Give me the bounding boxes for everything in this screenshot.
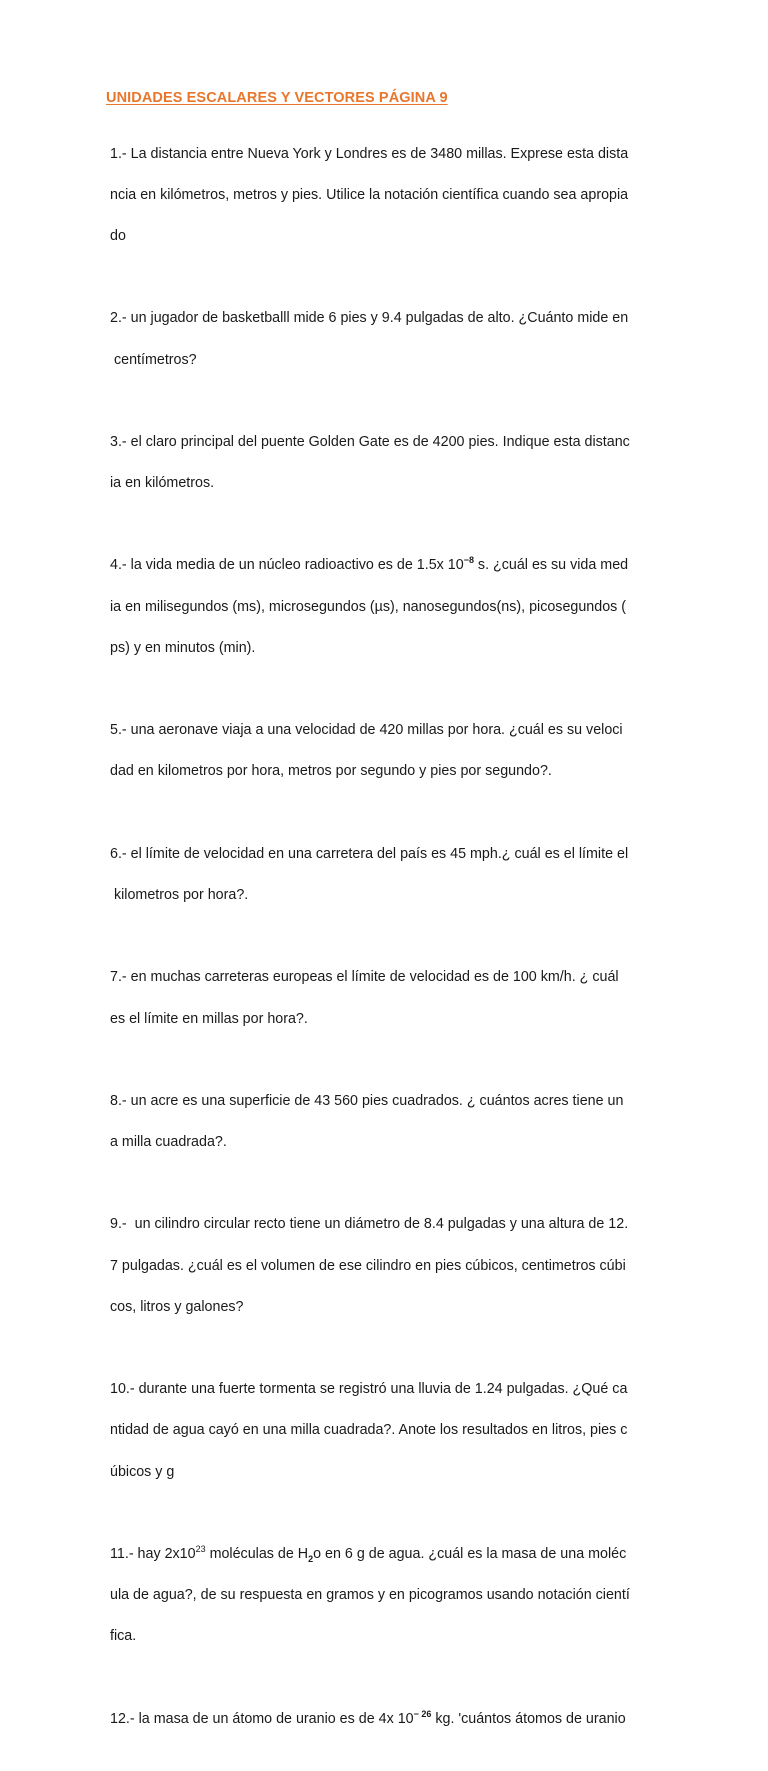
problem-11-subscript: 2 xyxy=(308,1553,314,1564)
problem-1-line-3: do xyxy=(110,227,126,244)
problem-2-line-2: centímetros? xyxy=(110,351,197,368)
problem-4-line-2: ia en milisegundos (ms), microsegundos (µs), nanosegundos(ns), picosegundos ( xyxy=(110,598,627,615)
problem-8-line-1: 8.- un acre es una superficie de 43 560 pies cuadrados. ¿ cuántos acres tiene un xyxy=(110,1092,624,1109)
problem-12-line-1 xyxy=(110,1709,670,1730)
problem-5-line-2: dad en kilometros por hora, metros por segundo y pies por segundo?. xyxy=(110,763,552,780)
problem-1 xyxy=(110,123,670,267)
problem-7-line-2: es el límite en millas por hora?. xyxy=(110,1010,308,1027)
problem-7 xyxy=(110,947,670,1050)
problem-5-line-1: 5.- una aeronave viaja a una velocidad de 420 millas por hora. ¿cuál es su veloci xyxy=(110,722,623,739)
problem-3-line-2: ia en kilómetros. xyxy=(110,475,215,492)
problem-10-line-1: 10.- durante una fuerte tormenta se registró una lluvia de 1.24 pulgadas. ¿Qué ca xyxy=(110,1381,628,1398)
problem-12-exponent: − 26 xyxy=(413,1708,432,1719)
problem-11-text-c: o en 6 g de agua. ¿cuál es la masa de una moléc xyxy=(313,1545,627,1562)
problem-list xyxy=(110,123,670,1771)
problem-11-line-1 xyxy=(110,1544,670,1565)
problem-10-line-3: úbicos y g xyxy=(110,1463,175,1480)
document-title: UNIDADES ESCALARES Y VECTORES PÁGINA 9 xyxy=(106,90,448,106)
problem-4 xyxy=(110,535,670,679)
problem-11-exponent: 23 xyxy=(195,1544,206,1555)
problem-6-line-2: kilometros por hora?. xyxy=(110,886,249,903)
problem-8-line-2: a milla cuadrada?. xyxy=(110,1134,227,1151)
problem-8 xyxy=(110,1070,670,1173)
problem-9 xyxy=(110,1194,670,1338)
problem-12-text-a: 12.- la masa de un átomo de uranio es de 4x 10 xyxy=(110,1710,414,1727)
problem-12 xyxy=(110,1688,670,1750)
problem-2 xyxy=(110,288,670,391)
problem-10 xyxy=(110,1359,670,1503)
problem-3 xyxy=(110,411,670,514)
problem-4-line-1-tail: s. ¿cuál es su vida med xyxy=(473,557,629,574)
problem-6-line-1: 6.- el límite de velocidad en una carretera del país es 45 mph.¿ cuál es el límite el xyxy=(110,845,629,862)
problem-11-text-b: moléculas de H xyxy=(205,1545,309,1562)
problem-5 xyxy=(110,700,670,803)
problem-12-text-b: kg. 'cuántos átomos de uranio xyxy=(431,1710,626,1727)
problem-6 xyxy=(110,823,670,926)
problem-1-line-1: 1.- La distancia entre Nueva York y Londres es de 3480 millas. Exprese esta dista xyxy=(110,145,629,162)
problem-11 xyxy=(110,1523,670,1667)
problem-1-line-2: ncia en kilómetros, metros y pies. Utilice la notación científica cuando sea apropia xyxy=(110,186,629,203)
problem-4-line-3: ps) y en minutos (min). xyxy=(110,639,256,656)
problem-11-text-a: 11.- hay 2x10 xyxy=(110,1545,196,1562)
problem-9-line-3: cos, litros y galones? xyxy=(110,1298,244,1315)
problem-9-line-2: 7 pulgadas. ¿cuál es el volumen de ese cilindro en pies cúbicos, centimetros cúbi xyxy=(110,1257,626,1274)
problem-4-line-1-text: 4.- la vida media de un núcleo radioactivo es de 1.5x 10 xyxy=(110,557,464,574)
problem-4-line-1 xyxy=(110,555,670,576)
problem-2-line-1: 2.- un jugador de basketballl mide 6 pies y 9.4 pulgadas de alto. ¿Cuánto mide en xyxy=(110,310,629,327)
problem-3-line-1: 3.- el claro principal del puente Golden Gate es de 4200 pies. Indique esta distanc xyxy=(110,433,630,450)
problem-9-line-1: 9.- un cilindro circular recto tiene un diámetro de 8.4 pulgadas y una altura de 12. xyxy=(110,1216,629,1233)
problem-7-line-1: 7.- en muchas carreteras europeas el límite de velocidad es de 100 km/h. ¿ cuál xyxy=(110,969,619,986)
problem-11-line-3: fica. xyxy=(110,1628,137,1645)
problem-10-line-2: ntidad de agua cayó en una milla cuadrada?. Anote los resultados en litros, pies c xyxy=(110,1422,628,1439)
problem-4-exponent: −8 xyxy=(463,555,474,566)
problem-11-line-2: ula de agua?, de su respuesta en gramos y en picogramos usando notación cientí xyxy=(110,1587,630,1604)
